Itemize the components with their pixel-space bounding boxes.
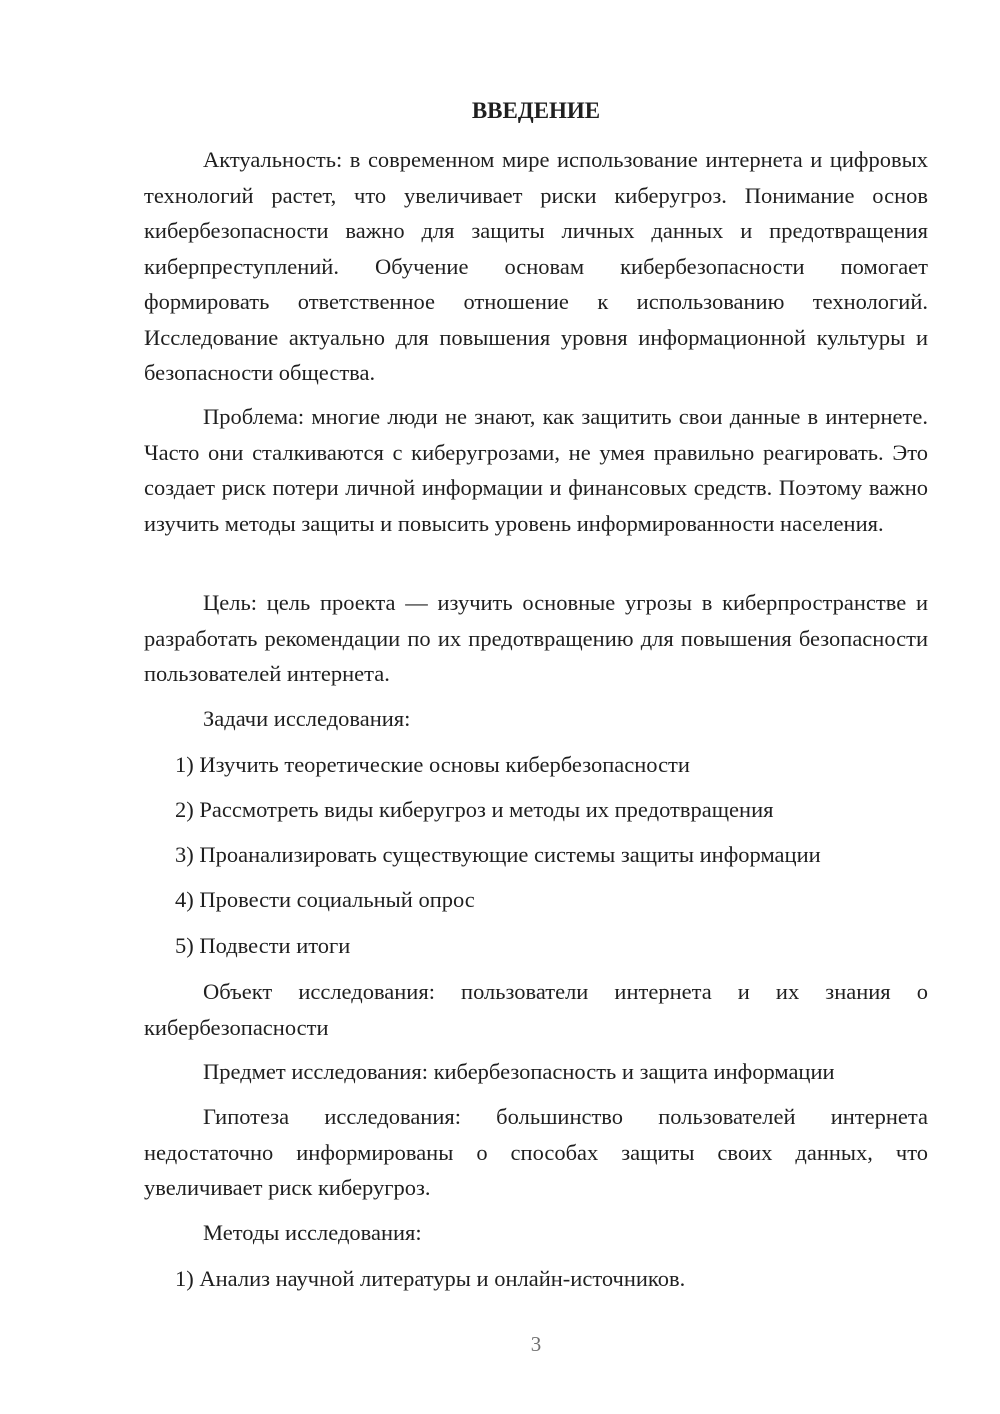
tasks-heading: Задачи исследования: — [203, 706, 411, 731]
subject-paragraph: Предмет исследования: кибербезопасность и защита информации — [203, 1059, 835, 1084]
task-item: 1) Изучить теоретические основы кибербезопасности — [175, 752, 690, 777]
problem-paragraph: Проблема: многие люди не знают, как защитить свои данные в интернете. Часто они сталкиваются с киберугрозами, не умея правильно реагировать. Это создает риск потери личной информации и финансовых средств. Поэтому важно изучить методы защиты и повысить уровень информированности населения. — [144, 404, 928, 536]
page-title: ВВЕДЕНИЕ — [471, 98, 601, 123]
task-item: 2) Рассмотреть виды киберугроз и методы их предотвращения — [175, 797, 774, 822]
task-item: 5) Подвести итоги — [175, 933, 351, 958]
hypothesis-paragraph: Гипотеза исследования: большинство пользователей интернета недостаточно информированы о способах защиты своих данных, что увеличивает риск киберугроз. — [144, 1104, 928, 1200]
actuality-paragraph: Актуальность: в современном мире использование интернета и цифровых технологий растет, что увеличивает риски киберугроз. Понимание основ кибербезопасности важно для защиты личных данных и предотвращения киберпреступлений. Обучение основам кибербезопасности помогает формировать ответственное отношение к использованию технологий. Исследование актуально для повышения уровня информационной культуры и безопасности общества. — [144, 147, 928, 385]
method-item: 1) Анализ научной литературы и онлайн-источников. — [175, 1266, 686, 1291]
methods-heading: Методы исследования: — [203, 1220, 422, 1245]
task-item: 4) Провести социальный опрос — [175, 887, 475, 912]
object-paragraph: Объект исследования: пользователи интернета и их знания о кибербезопасности — [144, 979, 928, 1040]
document-page — [144, 0, 928, 1414]
task-item: 3) Проанализировать существующие системы защиты информации — [175, 842, 821, 867]
page-number: 3 — [530, 1332, 542, 1356]
goal-paragraph: Цель: цель проекта — изучить основные угрозы в киберпространстве и разработать рекомендации по их предотвращению для повышения безопасности пользователей интернета. — [144, 590, 928, 686]
